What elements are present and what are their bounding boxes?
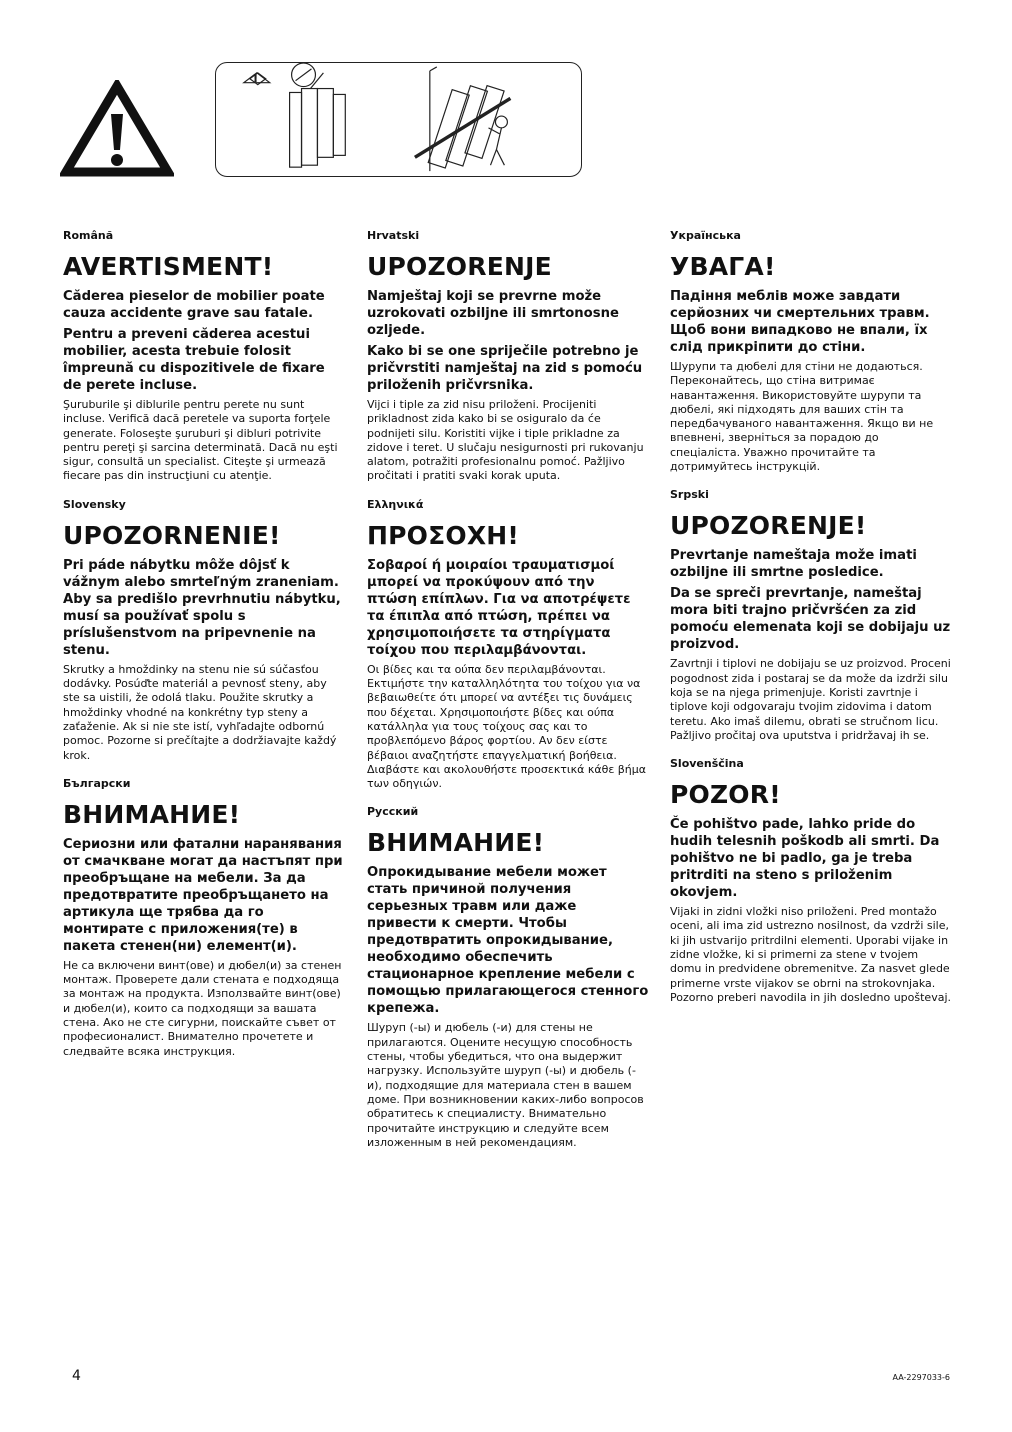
warning-lead: Če pohištvo pade, lahko pride do hudih telesnih poškodb ali smrti. Da pohištvo ne bi padlo, ga je treba pritrditi na steno s priloženim okovjem.	[670, 817, 940, 901]
warning-lead: Опрокидывание мебели может стать причиной получения серьезных травм или даже привести к смерти. Чтобы предотвратить опрокидывание, необходимо обеспечить стационарное крепление мебели с помощью прилагающегося стенного крепежа.	[367, 865, 649, 1017]
column-1	[63, 229, 345, 1073]
warning-lead: Prevrtanje nameštaja može imati ozbiljne ili smrtne posledice.	[670, 548, 917, 581]
warning-triangle-icon	[60, 80, 174, 178]
warning-lead: Kako bi se one spriječile potrebno je pričvrstiti namještaj na zid s pomoću priloženih pričvrsnika.	[367, 344, 643, 393]
svg-text:!: !	[253, 74, 258, 85]
warning-lead: Сериозни или фатални наранявания от смачкване могат да настъпят при преобръщане на мебели. За да предотвратите преобръщането на артикула ще трябва да го монтирате с приложения(те) в пакета стенен(ни) елемент(и).	[63, 836, 343, 954]
column-2	[367, 229, 649, 1164]
language-label: Українська	[670, 229, 741, 242]
warning-heading: UPOZORENJE	[367, 252, 552, 281]
section-romana	[63, 229, 345, 484]
page-number: 4	[72, 1368, 81, 1384]
language-label: Srpski	[670, 488, 709, 502]
section-bulgarian	[63, 777, 345, 1059]
warning-heading: UPOZORNENIE!	[63, 520, 281, 550]
language-label: Български	[63, 776, 131, 790]
language-label: Slovensky	[63, 497, 126, 511]
warning-lead: Pentru a preveni căderea acestui mobilier, acesta trebuie folosit împreună cu dispozitivele de fixare de perete incluse.	[63, 327, 325, 393]
warning-lead: Pri páde nábytku môže dôjsť k vážnym alebo smrteľným zraneniam. Aby sa predišlo prevrhnutiu nábytku, musí sa používať spolu s príslušenstvom na pripevnenie na stenu.	[63, 557, 341, 658]
section-greek	[367, 498, 649, 792]
warning-heading: УВАГА!	[670, 252, 776, 281]
warning-body: Vijci i tiple za zid nisu priloženi. Procijeniti prikladnost zida kako bi se osiguralo da će podnijeti silu. Koristiti vijke i tiple prikladne za zidove i teret. U slučaju nesigurnosti pri rukovanju alatom, potražiti profesionalnu pomoć. Pažljivo pročitati i pratiti svaki korak uputa.	[367, 398, 644, 483]
warning-lead: Namještaj koji se prevrne može uzrokovati ozbiljne ili smrtonosne ozljede.	[367, 289, 619, 338]
warning-body: Şuruburile şi diblurile pentru perete nu sunt incluse. Verifică dacă peretele va suporta forţele generate. Foloseşte şuruburi şi dibluri potrivite pentru pereţi şi sarcina determinată. Dacă nu eşti sigur, consultă un specialist. Citeşte şi urmează fiecare pas din instrucţiuni cu atenţie.	[63, 398, 338, 483]
warning-lead: Σοβαροί ή μοιραίοι τραυματισμοί μπορεί να προκύψουν από την πτώση επίπλων. Για να αποτρέψετε τα έπιπλα από πτώση, πρέπει να χρησιμοποιήσετε τα στηρίγματα τοίχου που περιλαμβάνονται.	[367, 557, 631, 658]
warning-heading: ΠΡΟΣΟΧΗ!	[367, 520, 520, 550]
warning-lead: Da se spreči prevrtanje, nameštaj mora biti trajno pričvršćen za zid pomoću elemenata koji se dobijaju uz proizvod.	[670, 586, 951, 653]
section-slovensky	[63, 498, 345, 763]
language-label: Slovenščina	[670, 757, 744, 771]
language-label: Hrvatski	[367, 229, 420, 242]
language-label: Română	[63, 229, 114, 242]
warning-heading: AVERTISMENT!	[63, 252, 274, 281]
warning-lead: Căderea pieselor de mobilier poate cauza accidente grave sau fatale.	[63, 289, 325, 321]
warning-lead: Падіння меблів може завдати серйозних чи смертельних травм. Щоб вони випадково не впали, їх слід прикріпити до стіни.	[670, 289, 930, 355]
section-russian	[367, 805, 649, 1150]
warning-body: Vijaki in zidni vložki niso priloženi. Pred montažo oceni, ali ima zid ustrezno nosilnost, da vzdrži sile, ki jih ustvarijo pritrdilni elementi. Uporabi vijake in zidne vložke, ki si primerni za stene v tvojem domu in predvidene obremenitve. Za nasvet glede primerne vrste vijakov se obrni na strokovnjaka. Pozorno preberi navodila in jih dosledno upoštevaj.	[670, 905, 951, 1004]
wardrobe-tipping-illustration	[215, 62, 582, 177]
warning-body: Шурупи та дюбелі для стіни не додаються. Переконайтесь, що стіна витримає навантаження. Використовуйте шурупи та дюбелі, які підходять для ваших стін та передбачуваного навантаження. Якщо ви не впевнені, зверніться за порадою до спеціаліста. Уважно прочитайте та дотримуйтесь інструкцій.	[670, 360, 934, 474]
section-hrvatski	[367, 229, 649, 484]
warning-body: Skrutky a hmoždinky na stenu nie sú súčasťou dodávky. Posúďte materiál a pevnosť steny, aby ste sa uistili, že odolá tlaku. Použite skrutky a hmoždinky vhodné na konkrétny typ steny a zaťaženie. Ak si nie ste istí, vyhľadajte odbornú pomoc. Pozorne si prečítajte a dodržiavajte každý krok.	[63, 662, 337, 762]
language-label: Русский	[367, 805, 419, 819]
section-srpski	[670, 488, 952, 743]
warning-body: Не са включени винт(ове) и дюбел(и) за стенен монтаж. Проверете дали стената е подходяща за монтаж на продукта. Използвайте винт(ове) и дюбел(и), които са подходящи за вашата стена. Ако не сте сигурни, поискайте съвет от професионалист. Внимателно прочетете и следвайте всяка инструкция.	[63, 958, 342, 1058]
warning-body: Οι βίδες και τα ούπα δεν περιλαμβάνονται. Εκτιμήστε την καταλληλότητα του τοίχου για να βεβαιωθείτε ότι μπορεί να αντέξει τις δυνάμεις που δέχεται. Χρησιμοποιήστε βίδες και ούπα κατάλληλα για τους τοίχους σας και το προβλεπόμενο βάρος φορτίου. Αν δεν είστε βέβαιοι αναζητήστε επαγγελματική βοήθεια. Διαβάστε και ακολουθήστε προσεκτικά κάθε βήμα των οδηγιών.	[367, 662, 647, 791]
warning-heading: ВНИМАНИЕ!	[367, 828, 545, 858]
warning-heading: POZOR!	[670, 780, 781, 810]
warning-heading: UPOZORENJE!	[670, 511, 867, 541]
language-label: Ελληνικά	[367, 497, 424, 511]
warning-body: Zavrtnji i tiplovi ne dobijaju se uz proizvod. Proceni pogodnost zida i postaraj se da može da izdrži silu koja se na njega primenjuje. Koristi zavrtnje i tiplove koji odgovaraju tvojim zidovima i datom teretu. Ako imaš dilemu, obrati se stručnom licu. Pažljivo pročitaj ova uputstva i pridržavaj ih se.	[670, 657, 951, 742]
column-3	[670, 229, 952, 1019]
section-slovenscina	[670, 757, 952, 1005]
section-ukrainian	[670, 229, 952, 474]
document-code: AA-2297033-6	[892, 1373, 950, 1382]
warning-heading: ВНИМАНИЕ!	[63, 799, 241, 829]
warning-body: Шуруп (-ы) и дюбель (-и) для стены не прилагаются. Оцените несущую способность стены, чтобы убедиться, что она выдержит нагрузку. Используйте шуруп (-ы) и дюбель (-и), подходящие для материала стен в вашем доме. При возникновении каких-либо вопросов обратитесь к специалисту. Внимательно прочитайте инструкцию и следуйте всем изложенным в ней рекомендациям.	[367, 1021, 644, 1149]
